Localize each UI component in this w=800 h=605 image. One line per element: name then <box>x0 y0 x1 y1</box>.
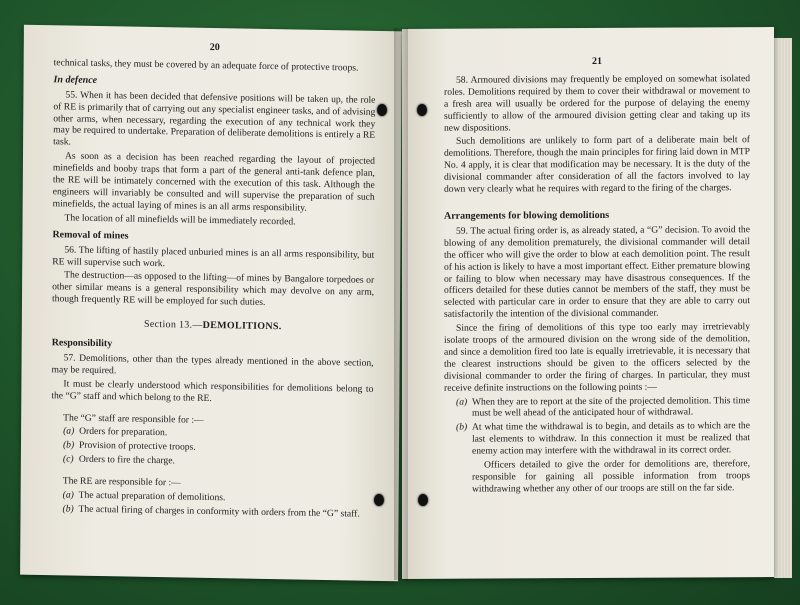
paragraph-57: 57. Demolitions, other than the types already mentioned in the above section, may be required. <box>51 352 374 377</box>
left-page-text <box>50 39 375 522</box>
paragraph-59: 59. The actual firing order is, as already stated, a “G” decision. To avoid the blowing of any demolition prematurely, the divisional commander will detail the officer who will give the order to blow at each demolition point. The result of his action is likely to have a most important effect. Either premature blowing or failing to blow when necessary may have disastrous consequences. If the officers detailed for these duties cannot be members of the staff, they must be selected with particular care in order to ensure that they are able to carry out satisfactorily the intention of the divisional commander. <box>444 224 750 320</box>
list-item: (b) Provision of protective troops. <box>62 439 196 454</box>
staple-hole-icon <box>374 494 384 506</box>
page-number-left: 20 <box>209 41 220 54</box>
list-item: (c) Orders to fire the charge. <box>62 453 175 467</box>
removal-of-mines-heading: Removal of mines <box>52 228 129 242</box>
paragraph-59-b: Since the firing of demolitions of this type too early may irretrievably isolate troops of the armoured division on the wrong side of the demolition, and since a demolition fired too late is equally irretrievable, it is necessary that the clearest instructions should be given to the officers selected by the divisional commander to order the firing of charges. In particular, they must receive definite instructions on the following points :— <box>444 321 750 394</box>
re-intro: The RE are responsible for :— <box>62 475 181 489</box>
paragraph-56-b: The destruction—as opposed to the lifting—of mines by Bangalore torpedoes or other similar means is a general responsibility which may devolve on any arm, though frequently RE will be employed for such duties. <box>51 269 375 309</box>
book-gutter <box>394 28 408 580</box>
paragraph-55-c: The location of all minefields will be immediately recorded. <box>64 212 296 228</box>
right-page-text <box>444 55 750 497</box>
open-booklet <box>22 28 792 588</box>
page-stack-edge <box>774 38 792 578</box>
paragraph-56: 56. The lifting of hastily placed unburied mines is an all arms responsibility, but RE will supervise such work. <box>52 244 375 269</box>
section-prefix: Section 13.— <box>144 318 203 331</box>
continuation-text: technical tasks, they must be covered by an adequate force of protective troops. <box>53 57 359 74</box>
paragraph-59-c: Officers detailed to give the order for demolitions are, therefore, responsible for gaining all possible information from troops withdrawing whether any other of our troops are still on the far side. <box>472 458 750 495</box>
responsibility-heading: Responsibility <box>51 337 113 350</box>
arrangements-heading: Arrangements for blowing demolitions <box>444 209 610 222</box>
list-item: (a) Orders for preparation. <box>63 425 168 439</box>
list-item: (b) At what time the withdrawal is to begin, and details as to which are the last elements to withdraw. In this connection it must be realized that enemy action may interfere with the withdrawal in its correct order. <box>456 420 750 457</box>
paragraph-55-b: As soon as a decision has been reached regarding the layout of projected minefields and booby traps that form a part of the general anti-tank defence plan, the RE will be intimately concerned with the execution of this task. Although the engineers will invariably be consulted and will supervise the preparation of such minefields, the actual laying of mines is an all arms responsibility. <box>52 150 376 214</box>
page-number-right: 21 <box>592 55 602 67</box>
section-title: DEMOLITIONS. <box>202 319 282 333</box>
staple-hole-icon <box>418 494 428 506</box>
g-staff-intro: The “G” staff are responsible for :— <box>63 411 204 426</box>
paragraph-57-b: It must be clearly understood which responsibilities for demolitions belong to the “G” staff and which belong to the RE. <box>51 378 374 404</box>
right-page <box>402 27 774 579</box>
section-13-heading <box>52 317 374 335</box>
list-item: (a) The actual preparation of demolitions. <box>62 489 226 504</box>
staple-hole-icon <box>377 104 387 116</box>
paragraph-58: 58. Armoured divisions may frequently be employed on somewhat isolated roles. Demolitions required by them to cover their withdrawal or movement to a fresh area will usually be ordered for the purpose of delaying the enemy sufficiently to allow of the armoured division getting clear and taking up its new dispositions. <box>444 73 750 134</box>
list-item: (a) When they are to report at the site of the projected demolition. This time must be well ahead of the anticipated hour of withdrawal. <box>456 394 750 420</box>
list-item: (b) The actual firing of charges in conformity with orders from the “G” staff. <box>62 503 360 520</box>
paragraph-55: 55. When it has been decided that defensive positions will be taken up, the role of RE is primarily that of carrying out any specialist engineer tasks, and of advising other arms, when necessary, regarding the execution of any technical work they may be required to undertake. Preparation of deliberate demolitions is entirely a RE task. <box>53 89 376 148</box>
paragraph-58-b: Such demolitions are unlikely to form part of a deliberate main belt of demolitions. Therefore, though the main principles for firing laid down in MTP No. 4 apply, it is clear that modification may be necessary. It is the duty of the divisional commander after consideration of all the factors involved to lay down very clearly what he requires with regard to the firing of the charges. <box>444 134 750 195</box>
in-defence-heading: In defence <box>53 74 98 86</box>
left-page <box>20 25 402 582</box>
staple-hole-icon <box>417 104 427 116</box>
